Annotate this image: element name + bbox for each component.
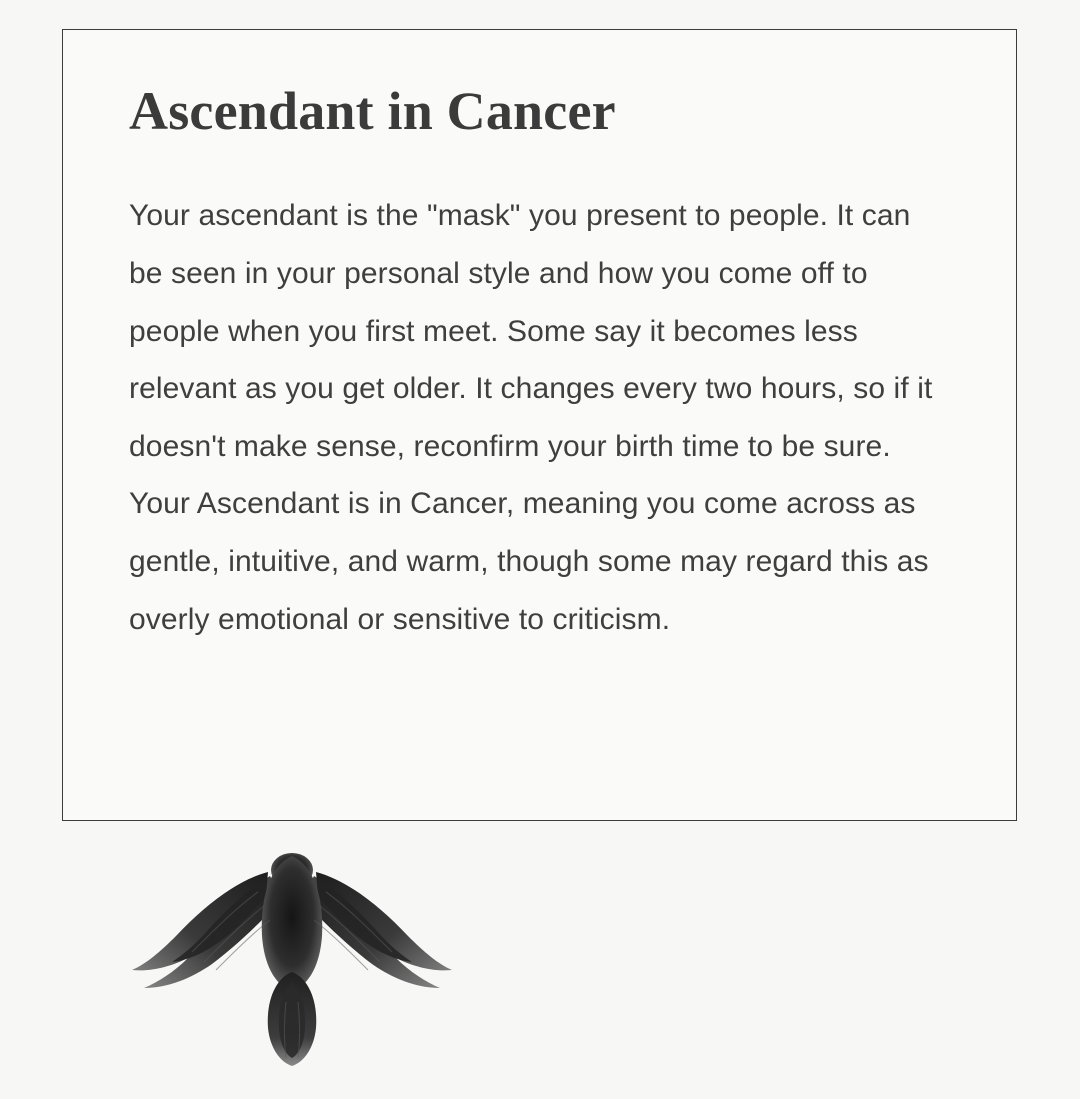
card-content — [63, 30, 1016, 648]
card-body-text: Your ascendant is the "mask" you present to people. It can be seen in your personal style and how you come off to people when you first meet. Some say it becomes less relevant as you get older. It changes every two hours, so if it doesn't make sense, reconfirm your birth time to be sure. Your Ascendant is in Cancer, meaning you come across as gentle, intuitive, and warm, though some may regard this as overly emotional or sensitive to criticism. — [129, 199, 933, 636]
ascendant-card — [62, 29, 1017, 821]
page-title: Ascendant in Cancer — [129, 81, 616, 141]
flying-bird-illustration — [118, 832, 478, 1072]
